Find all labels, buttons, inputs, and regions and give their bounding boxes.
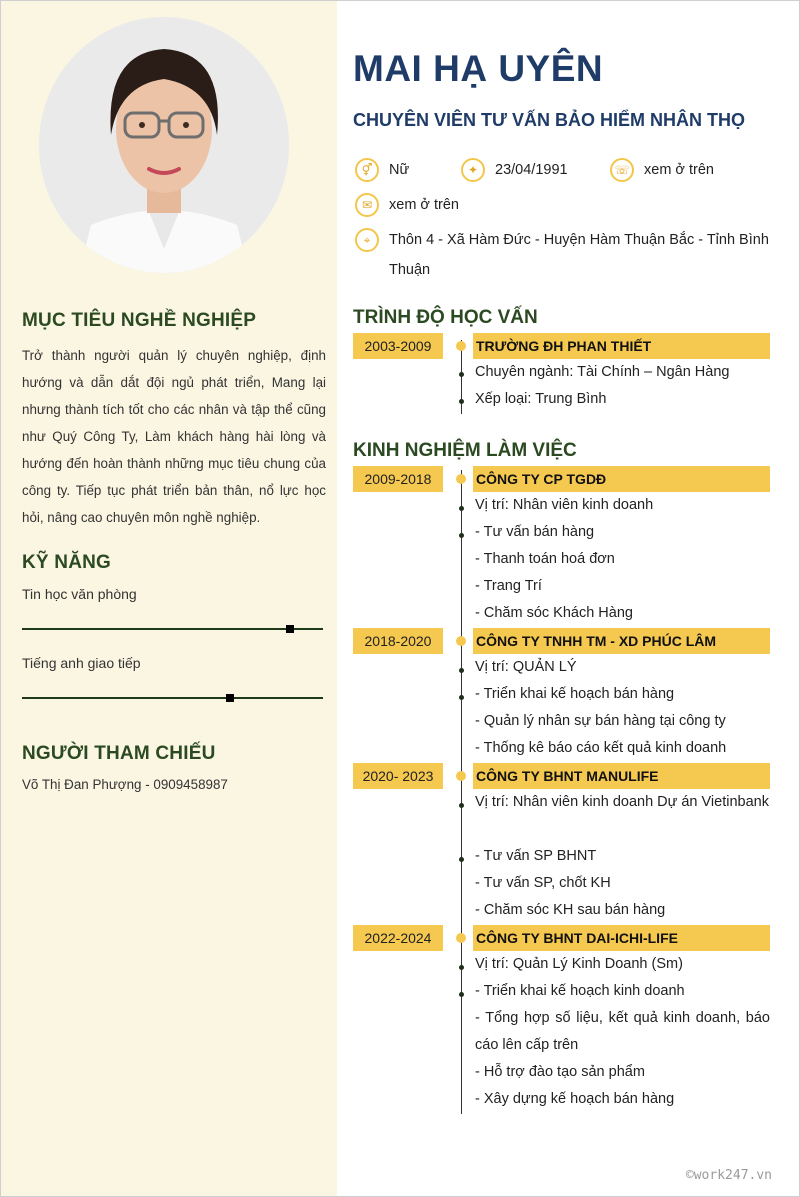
phone-value: xem ở trên <box>644 162 714 178</box>
job-date: 2018-2020 <box>353 628 443 654</box>
job-detail: - Thanh toán hoá đơn <box>475 551 615 567</box>
job-company: CÔNG TY BHNT MANULIFE <box>473 763 770 789</box>
timeline-bullet <box>459 992 464 997</box>
email-info <box>355 193 459 220</box>
skill-bar-english <box>22 697 323 699</box>
skill-name-english: Tiếng anh giao tiếp <box>22 655 141 671</box>
job-detail: - Tư vấn SP, chốt KH <box>475 875 611 891</box>
birthdate-info <box>461 158 568 185</box>
objective-heading: MỤC TIÊU NGHỀ NGHIỆP <box>22 310 257 331</box>
map-pin-icon: ⌖ <box>355 228 379 252</box>
skill-level-marker <box>226 694 234 702</box>
birthday-cake-icon: ✦ <box>461 158 485 182</box>
email-value: xem ở trên <box>389 197 459 213</box>
timeline-bullet <box>459 372 464 377</box>
gender-info <box>355 158 409 185</box>
gender-value: Nữ <box>389 162 410 178</box>
phone-info <box>610 158 714 185</box>
education-heading: TRÌNH ĐỘ HỌC VẤN <box>353 307 538 328</box>
job-company: CÔNG TY TNHH TM - XD PHÚC LÂM <box>473 628 770 654</box>
timeline-bullet <box>459 399 464 404</box>
timeline-bullet <box>459 803 464 808</box>
experience-timeline-line <box>461 470 462 1114</box>
address-value <box>389 225 769 285</box>
profile-photo <box>39 17 289 273</box>
timeline-dot <box>456 474 466 484</box>
job-detail: - Hỗ trợ đào tạo sản phẩm <box>475 1064 645 1080</box>
timeline-bullet <box>459 695 464 700</box>
profile-photo-illustration <box>39 17 289 273</box>
birthdate-value: 23/04/1991 <box>495 162 568 178</box>
gender-icon: ⚥ <box>355 158 379 182</box>
job-date: 2020- 2023 <box>353 763 443 789</box>
education-major: Chuyên ngành: Tài Chính – Ngân Hàng <box>475 364 730 380</box>
reference-heading: NGƯỜI THAM CHIẾU <box>22 743 216 764</box>
address-line-1: Thôn 4 - Xã Hàm Đức - Huyện Hàm Thuận Bắc - Tỉnh Bình <box>389 232 769 248</box>
address-info <box>355 228 769 285</box>
objective-text: Trở thành người quản lý chuyên nghiệp, định hướng và dẫn dắt đội ngủ phát triển, Mang lại nhưng thành tích tốt cho các nhân và tập thể cũng như Quý Công Ty, Làm khách hàng hài lòng và hướng đến hoàn thành những mục tiêu chung của công ty. Tiếp tục phát triển bản thân, nổ lực học hỏi, nâng cao chuyên môn nghề nghiệp. <box>22 348 326 525</box>
skill-level-marker <box>286 625 294 633</box>
job-detail: Vị trí: Nhân viên kinh doanh Dự án Vietinbank <box>475 794 769 810</box>
skill-name-office: Tin học văn phòng <box>22 586 137 602</box>
job-detail: Vị trí: Quản Lý Kinh Doanh (Sm) <box>475 956 683 972</box>
job-date: 2009-2018 <box>353 466 443 492</box>
job-date: 2022-2024 <box>353 925 443 951</box>
education-school: TRƯỜNG ĐH PHAN THIẾT <box>473 333 770 359</box>
education-date: 2003-2009 <box>353 333 443 359</box>
timeline-bullet <box>459 965 464 970</box>
job-detail: - Trang Trí <box>475 578 542 594</box>
job-detail: - Xây dựng kế hoạch bán hàng <box>475 1091 675 1107</box>
timeline-bullet <box>459 857 464 862</box>
timeline-dot <box>456 771 466 781</box>
job-detail: - Tổng hợp số liệu, kết quả kinh doanh, báo cáo lên cấp trên <box>475 1010 770 1053</box>
timeline-bullet <box>459 533 464 538</box>
job-detail: - Tư vấn bán hàng <box>475 524 595 540</box>
job-detail: Vị trí: QUẢN LÝ <box>475 659 577 675</box>
address-line-2: Thuận <box>389 262 431 278</box>
timeline-bullet <box>459 506 464 511</box>
experience-heading: KINH NGHIỆM LÀM VIỆC <box>353 440 577 461</box>
job-detail: - Chăm sóc Khách Hàng <box>475 605 633 621</box>
job-detail: - Triển khai kế hoạch kinh doanh <box>475 983 685 999</box>
job-detail: - Thống kê báo cáo kết quả kinh doanh <box>475 740 727 756</box>
timeline-dot <box>456 341 466 351</box>
email-envelope-icon: ✉ <box>355 193 379 217</box>
watermark: ©work247.vn <box>685 1168 772 1183</box>
timeline-dot <box>456 636 466 646</box>
reference-contact: Võ Thị Đan Phượng - 0909458987 <box>22 777 228 792</box>
phone-icon: ☏ <box>610 158 634 182</box>
job-detail: - Quản lý nhân sự bán hàng tại công ty <box>475 713 726 729</box>
job-detail: - Tư vấn SP BHNT <box>475 848 597 864</box>
job-company: CÔNG TY BHNT DAI-ICHI-LIFE <box>473 925 770 951</box>
job-detail: - Triển khai kế hoạch bán hàng <box>475 686 675 702</box>
timeline-dot <box>456 933 466 943</box>
skills-heading: KỸ NĂNG <box>22 552 112 573</box>
candidate-name: MAI HẠ UYÊN <box>353 48 604 89</box>
job-title: CHUYÊN VIÊN TƯ VẤN BẢO HIỂM NHÂN THỌ <box>353 110 745 130</box>
sidebar <box>1 1 337 1196</box>
job-detail: - Chăm sóc KH sau bán hàng <box>475 902 666 918</box>
job-company: CÔNG TY CP TGDĐ <box>473 466 770 492</box>
skill-bar-office <box>22 628 323 630</box>
timeline-bullet <box>459 668 464 673</box>
education-grade: Xếp loại: Trung Bình <box>475 391 607 407</box>
job-detail: Vị trí: Nhân viên kinh doanh <box>475 497 654 513</box>
